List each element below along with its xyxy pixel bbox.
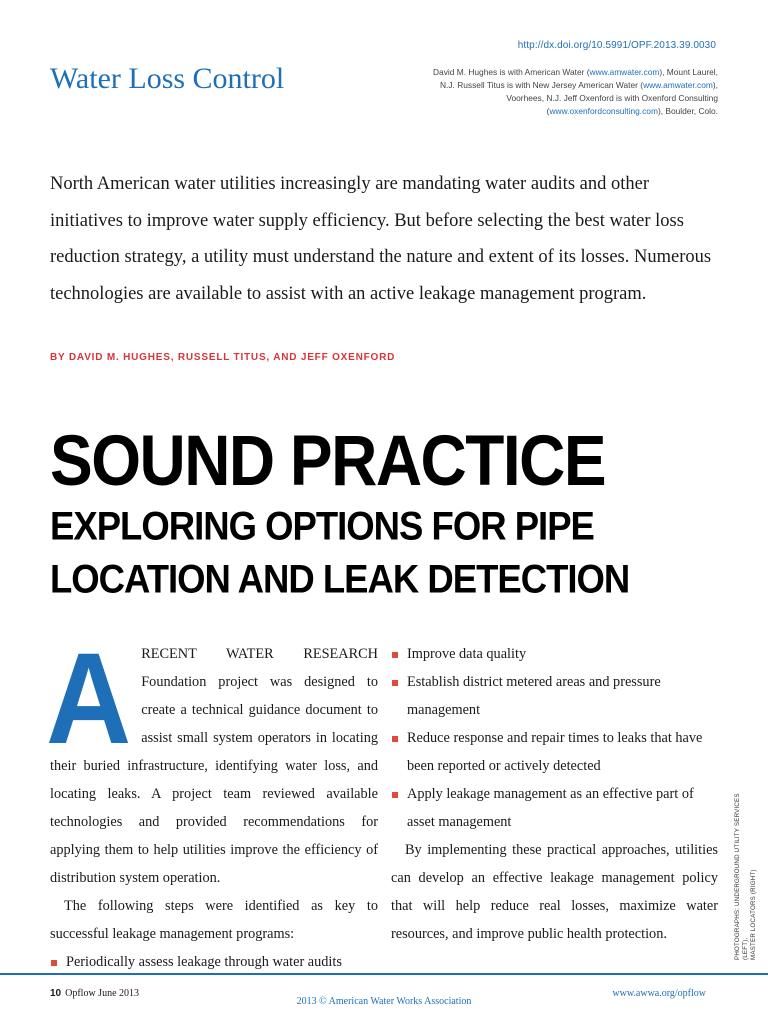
doi-link[interactable]: http://dx.doi.org/10.5991/OPF.2013.39.0030 (517, 40, 716, 51)
section-title: Water Loss Control (50, 62, 285, 95)
author-affiliations (423, 66, 718, 118)
affiliation-text-4: ), Boulder, Colo. (657, 106, 718, 116)
awwa-link[interactable]: www.awwa.org/opflow (612, 988, 706, 999)
oxenford-link[interactable]: www.oxenfordconsulting.com (549, 106, 658, 116)
subheadline-line-1: EXPLORING OPTIONS FOR PIPE (50, 503, 594, 549)
body-paragraph-3: By implementing these practical approaches, utilities can develop an effective leakage management policy that will help reduce real losses, maximize water resources, and improve public health protection. (391, 842, 718, 942)
bullet-list-left (50, 948, 378, 976)
page-number: 10 (50, 988, 62, 999)
subheadline (50, 500, 730, 606)
copyright-notice: 2013 © American Water Works Association (296, 996, 472, 1007)
intro-paragraph: North American water utilities increasingly are mandating water audits and other initiatives to improve water supply efficiency. But before selecting the best water loss reduction strategy, a utility must understand the nature and extent of its losses. Numerous technologies are available to assist with an active leakage management program. (50, 174, 712, 304)
photo-credit (734, 770, 758, 960)
bullet-item: Establish district metered areas and pressure management (391, 668, 718, 724)
byline: BY DAVID M. HUGHES, RUSSELL TITUS, AND JEFF OXENFORD (50, 352, 396, 363)
photo-credit-line-2: MASTER LOCATORS (RIGHT) (750, 869, 757, 960)
subheadline-line-2: LOCATION AND LEAK DETECTION (50, 556, 630, 602)
amwater-link-2[interactable]: www.amwater.com (643, 80, 713, 90)
headline: SOUND PRACTICE (50, 420, 606, 501)
body-paragraph-2: The following steps were identified as key to successful leakage management programs: (50, 898, 378, 942)
affiliation-text-1: David M. Hughes is with American Water ( (432, 67, 590, 77)
bullet-item: Improve data quality (391, 640, 718, 668)
body-paragraph-1: RECENT WATER RESEARCH Foundation project was designed to create a technical guidance document to assist small system operators in locating their buried infrastructure, identifying water loss, and locating leaks. A project team reviewed available technologies and provided recommendations for applying them to help utilities improve the efficiency of distribution system operation. (50, 646, 378, 886)
amwater-link[interactable]: www.amwater.com (589, 67, 660, 77)
publication-name: Opflow June 2013 (65, 988, 140, 999)
photo-credit-line-1: PHOTOGRAPHS: UNDERGROUND UTILITY SERVICES (LEFT), (734, 793, 749, 960)
bullet-item: Apply leakage management as an effective part of asset management (391, 780, 718, 836)
bullet-list-right (391, 640, 718, 836)
body-column-right (391, 640, 718, 948)
drop-cap: A (46, 626, 130, 772)
affiliation-text-3: ), Voorhees, N.J. Jeff Oxenford is with Oxenford Consulting ( (506, 80, 718, 116)
body-column-left (46, 626, 378, 976)
bullet-item: Reduce response and repair times to leaks that have been reported or actively detected (391, 724, 718, 780)
bullet-item: Periodically assess leakage through water audits (50, 948, 378, 976)
affiliation-text-2: ), Mount Laurel, N.J. Russell Titus is with New Jersey American Water ( (439, 67, 718, 90)
footer-divider (0, 973, 768, 975)
